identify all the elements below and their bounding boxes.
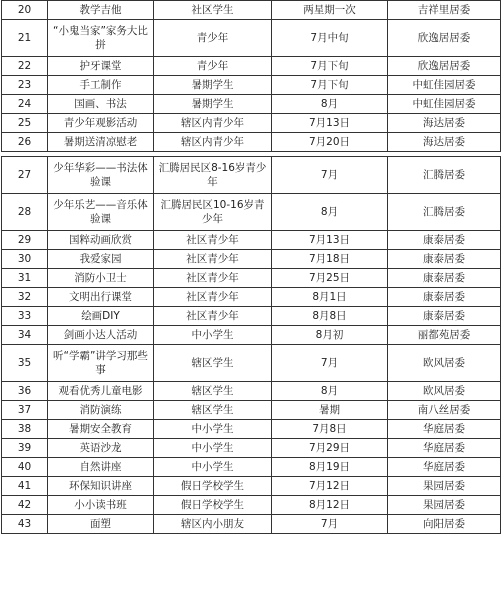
activity-name-cell: 英语沙龙 bbox=[48, 439, 154, 458]
row-number-cell: 22 bbox=[2, 57, 48, 76]
activity-name-cell: 教学吉他 bbox=[48, 1, 154, 20]
activity-name-cell: 文明出行课堂 bbox=[48, 288, 154, 307]
time-cell: 7月下旬 bbox=[272, 76, 388, 95]
organizer-cell: 南八丝居委 bbox=[388, 401, 501, 420]
activity-name-cell: 环保知识讲座 bbox=[48, 477, 154, 496]
audience-cell: 辖区内青少年 bbox=[154, 133, 272, 152]
organizer-cell: 果园居委 bbox=[388, 477, 501, 496]
audience-cell: 中小学生 bbox=[154, 420, 272, 439]
table-row bbox=[2, 57, 501, 76]
row-number-cell: 36 bbox=[2, 382, 48, 401]
organizer-cell: 华庭居委 bbox=[388, 439, 501, 458]
row-number-cell: 32 bbox=[2, 288, 48, 307]
table-row bbox=[2, 420, 501, 439]
table-row bbox=[2, 458, 501, 477]
audience-cell: 社区青少年 bbox=[154, 231, 272, 250]
activity-name-cell: 暑期送清凉慰老 bbox=[48, 133, 154, 152]
table-row bbox=[2, 382, 501, 401]
table-row bbox=[2, 231, 501, 250]
row-number-cell: 35 bbox=[2, 345, 48, 382]
row-number-cell: 29 bbox=[2, 231, 48, 250]
organizer-cell: 康泰居委 bbox=[388, 288, 501, 307]
organizer-cell: 康泰居委 bbox=[388, 231, 501, 250]
row-number-cell: 27 bbox=[2, 157, 48, 194]
row-number-cell: 33 bbox=[2, 307, 48, 326]
table-row bbox=[2, 95, 501, 114]
table-row bbox=[2, 326, 501, 345]
audience-cell: 社区青少年 bbox=[154, 250, 272, 269]
organizer-cell: 康泰居委 bbox=[388, 250, 501, 269]
audience-cell: 辖区内青少年 bbox=[154, 114, 272, 133]
audience-cell: 社区青少年 bbox=[154, 307, 272, 326]
activity-name-cell: 国画、书法 bbox=[48, 95, 154, 114]
activity-name-cell: “小鬼当家”家务大比拼 bbox=[48, 20, 154, 57]
organizer-cell: 欧风居委 bbox=[388, 345, 501, 382]
row-number-cell: 28 bbox=[2, 194, 48, 231]
table-row bbox=[2, 288, 501, 307]
time-cell: 7月18日 bbox=[272, 250, 388, 269]
time-cell: 8月 bbox=[272, 95, 388, 114]
audience-cell: 青少年 bbox=[154, 20, 272, 57]
audience-cell: 青少年 bbox=[154, 57, 272, 76]
audience-cell: 辖区学生 bbox=[154, 345, 272, 382]
row-number-cell: 26 bbox=[2, 133, 48, 152]
organizer-cell: 欧风居委 bbox=[388, 382, 501, 401]
activity-name-cell: 剑画小达人活动 bbox=[48, 326, 154, 345]
table-row bbox=[2, 477, 501, 496]
audience-cell: 中小学生 bbox=[154, 439, 272, 458]
activity-name-cell: 听“学霸”讲学习那些事 bbox=[48, 345, 154, 382]
activity-name-cell: 暑期安全教育 bbox=[48, 420, 154, 439]
organizer-cell: 丽都苑居委 bbox=[388, 326, 501, 345]
time-cell: 7月20日 bbox=[272, 133, 388, 152]
table-row bbox=[2, 1, 501, 20]
time-cell: 暑期 bbox=[272, 401, 388, 420]
organizer-cell: 欣逸居居委 bbox=[388, 57, 501, 76]
table-row bbox=[2, 269, 501, 288]
time-cell: 7月25日 bbox=[272, 269, 388, 288]
organizer-cell: 中虹佳园居委 bbox=[388, 76, 501, 95]
table-row bbox=[2, 345, 501, 382]
row-number-cell: 25 bbox=[2, 114, 48, 133]
time-cell: 8月8日 bbox=[272, 307, 388, 326]
organizer-cell: 汇腾居委 bbox=[388, 194, 501, 231]
organizer-cell: 华庭居委 bbox=[388, 458, 501, 477]
table-row bbox=[2, 439, 501, 458]
row-number-cell: 20 bbox=[2, 1, 48, 20]
table-row bbox=[2, 133, 501, 152]
organizer-cell: 汇腾居委 bbox=[388, 157, 501, 194]
row-number-cell: 39 bbox=[2, 439, 48, 458]
activity-name-cell: 青少年观影活动 bbox=[48, 114, 154, 133]
time-cell: 8月12日 bbox=[272, 496, 388, 515]
audience-cell: 中小学生 bbox=[154, 458, 272, 477]
activity-name-cell: 消防演练 bbox=[48, 401, 154, 420]
activity-name-cell: 护牙课堂 bbox=[48, 57, 154, 76]
activity-name-cell: 国粹动画欣赏 bbox=[48, 231, 154, 250]
organizer-cell: 果园居委 bbox=[388, 496, 501, 515]
audience-cell: 假日学校学生 bbox=[154, 477, 272, 496]
row-number-cell: 34 bbox=[2, 326, 48, 345]
time-cell: 7月13日 bbox=[272, 114, 388, 133]
audience-cell: 中小学生 bbox=[154, 326, 272, 345]
row-number-cell: 42 bbox=[2, 496, 48, 515]
activity-name-cell: 观看优秀儿童电影 bbox=[48, 382, 154, 401]
time-cell: 7月8日 bbox=[272, 420, 388, 439]
table-row bbox=[2, 401, 501, 420]
activity-name-cell: 小小读书班 bbox=[48, 496, 154, 515]
time-cell: 7月中旬 bbox=[272, 20, 388, 57]
time-cell: 8月1日 bbox=[272, 288, 388, 307]
activity-name-cell: 消防小卫士 bbox=[48, 269, 154, 288]
audience-cell: 汇腾居民区8-16岁青少年 bbox=[154, 157, 272, 194]
table-row bbox=[2, 496, 501, 515]
time-cell: 8月初 bbox=[272, 326, 388, 345]
audience-cell: 汇腾居民区10-16岁青少年 bbox=[154, 194, 272, 231]
activity-name-cell: 少年乐艺——音乐体验课 bbox=[48, 194, 154, 231]
row-number-cell: 24 bbox=[2, 95, 48, 114]
organizer-cell: 华庭居委 bbox=[388, 420, 501, 439]
table-row bbox=[2, 515, 501, 534]
time-cell: 8月19日 bbox=[272, 458, 388, 477]
activity-name-cell: 自然讲座 bbox=[48, 458, 154, 477]
activity-name-cell: 我爱家园 bbox=[48, 250, 154, 269]
audience-cell: 辖区学生 bbox=[154, 382, 272, 401]
organizer-cell: 康泰居委 bbox=[388, 269, 501, 288]
organizer-cell: 欣逸居居委 bbox=[388, 20, 501, 57]
time-cell: 8月 bbox=[272, 194, 388, 231]
row-number-cell: 30 bbox=[2, 250, 48, 269]
audience-cell: 暑期学生 bbox=[154, 76, 272, 95]
table-row bbox=[2, 194, 501, 231]
activity-table-body bbox=[2, 1, 501, 534]
row-number-cell: 37 bbox=[2, 401, 48, 420]
time-cell: 8月 bbox=[272, 382, 388, 401]
audience-cell: 辖区内小朋友 bbox=[154, 515, 272, 534]
table-row bbox=[2, 76, 501, 95]
time-cell: 7月下旬 bbox=[272, 57, 388, 76]
organizer-cell: 海达居委 bbox=[388, 114, 501, 133]
row-number-cell: 31 bbox=[2, 269, 48, 288]
organizer-cell: 吉祥里居委 bbox=[388, 1, 501, 20]
row-number-cell: 38 bbox=[2, 420, 48, 439]
table-row bbox=[2, 114, 501, 133]
audience-cell: 社区青少年 bbox=[154, 288, 272, 307]
table-row bbox=[2, 20, 501, 57]
organizer-cell: 中虹佳园居委 bbox=[388, 95, 501, 114]
audience-cell: 假日学校学生 bbox=[154, 496, 272, 515]
time-cell: 7月29日 bbox=[272, 439, 388, 458]
row-number-cell: 23 bbox=[2, 76, 48, 95]
activity-name-cell: 手工制作 bbox=[48, 76, 154, 95]
table-row bbox=[2, 307, 501, 326]
time-cell: 7月 bbox=[272, 157, 388, 194]
time-cell: 7月12日 bbox=[272, 477, 388, 496]
activity-name-cell: 绘画DIY bbox=[48, 307, 154, 326]
organizer-cell: 康泰居委 bbox=[388, 307, 501, 326]
row-number-cell: 21 bbox=[2, 20, 48, 57]
organizer-cell: 海达居委 bbox=[388, 133, 501, 152]
row-number-cell: 41 bbox=[2, 477, 48, 496]
row-number-cell: 43 bbox=[2, 515, 48, 534]
activity-name-cell: 少年华彩——书法体验课 bbox=[48, 157, 154, 194]
row-number-cell: 40 bbox=[2, 458, 48, 477]
table-row bbox=[2, 250, 501, 269]
time-cell: 7月 bbox=[272, 515, 388, 534]
table-row bbox=[2, 157, 501, 194]
time-cell: 7月13日 bbox=[272, 231, 388, 250]
audience-cell: 辖区学生 bbox=[154, 401, 272, 420]
audience-cell: 社区学生 bbox=[154, 1, 272, 20]
time-cell: 两星期一次 bbox=[272, 1, 388, 20]
audience-cell: 社区青少年 bbox=[154, 269, 272, 288]
organizer-cell: 向阳居委 bbox=[388, 515, 501, 534]
audience-cell: 暑期学生 bbox=[154, 95, 272, 114]
activity-name-cell: 面塑 bbox=[48, 515, 154, 534]
time-cell: 7月 bbox=[272, 345, 388, 382]
activity-table bbox=[1, 0, 501, 534]
